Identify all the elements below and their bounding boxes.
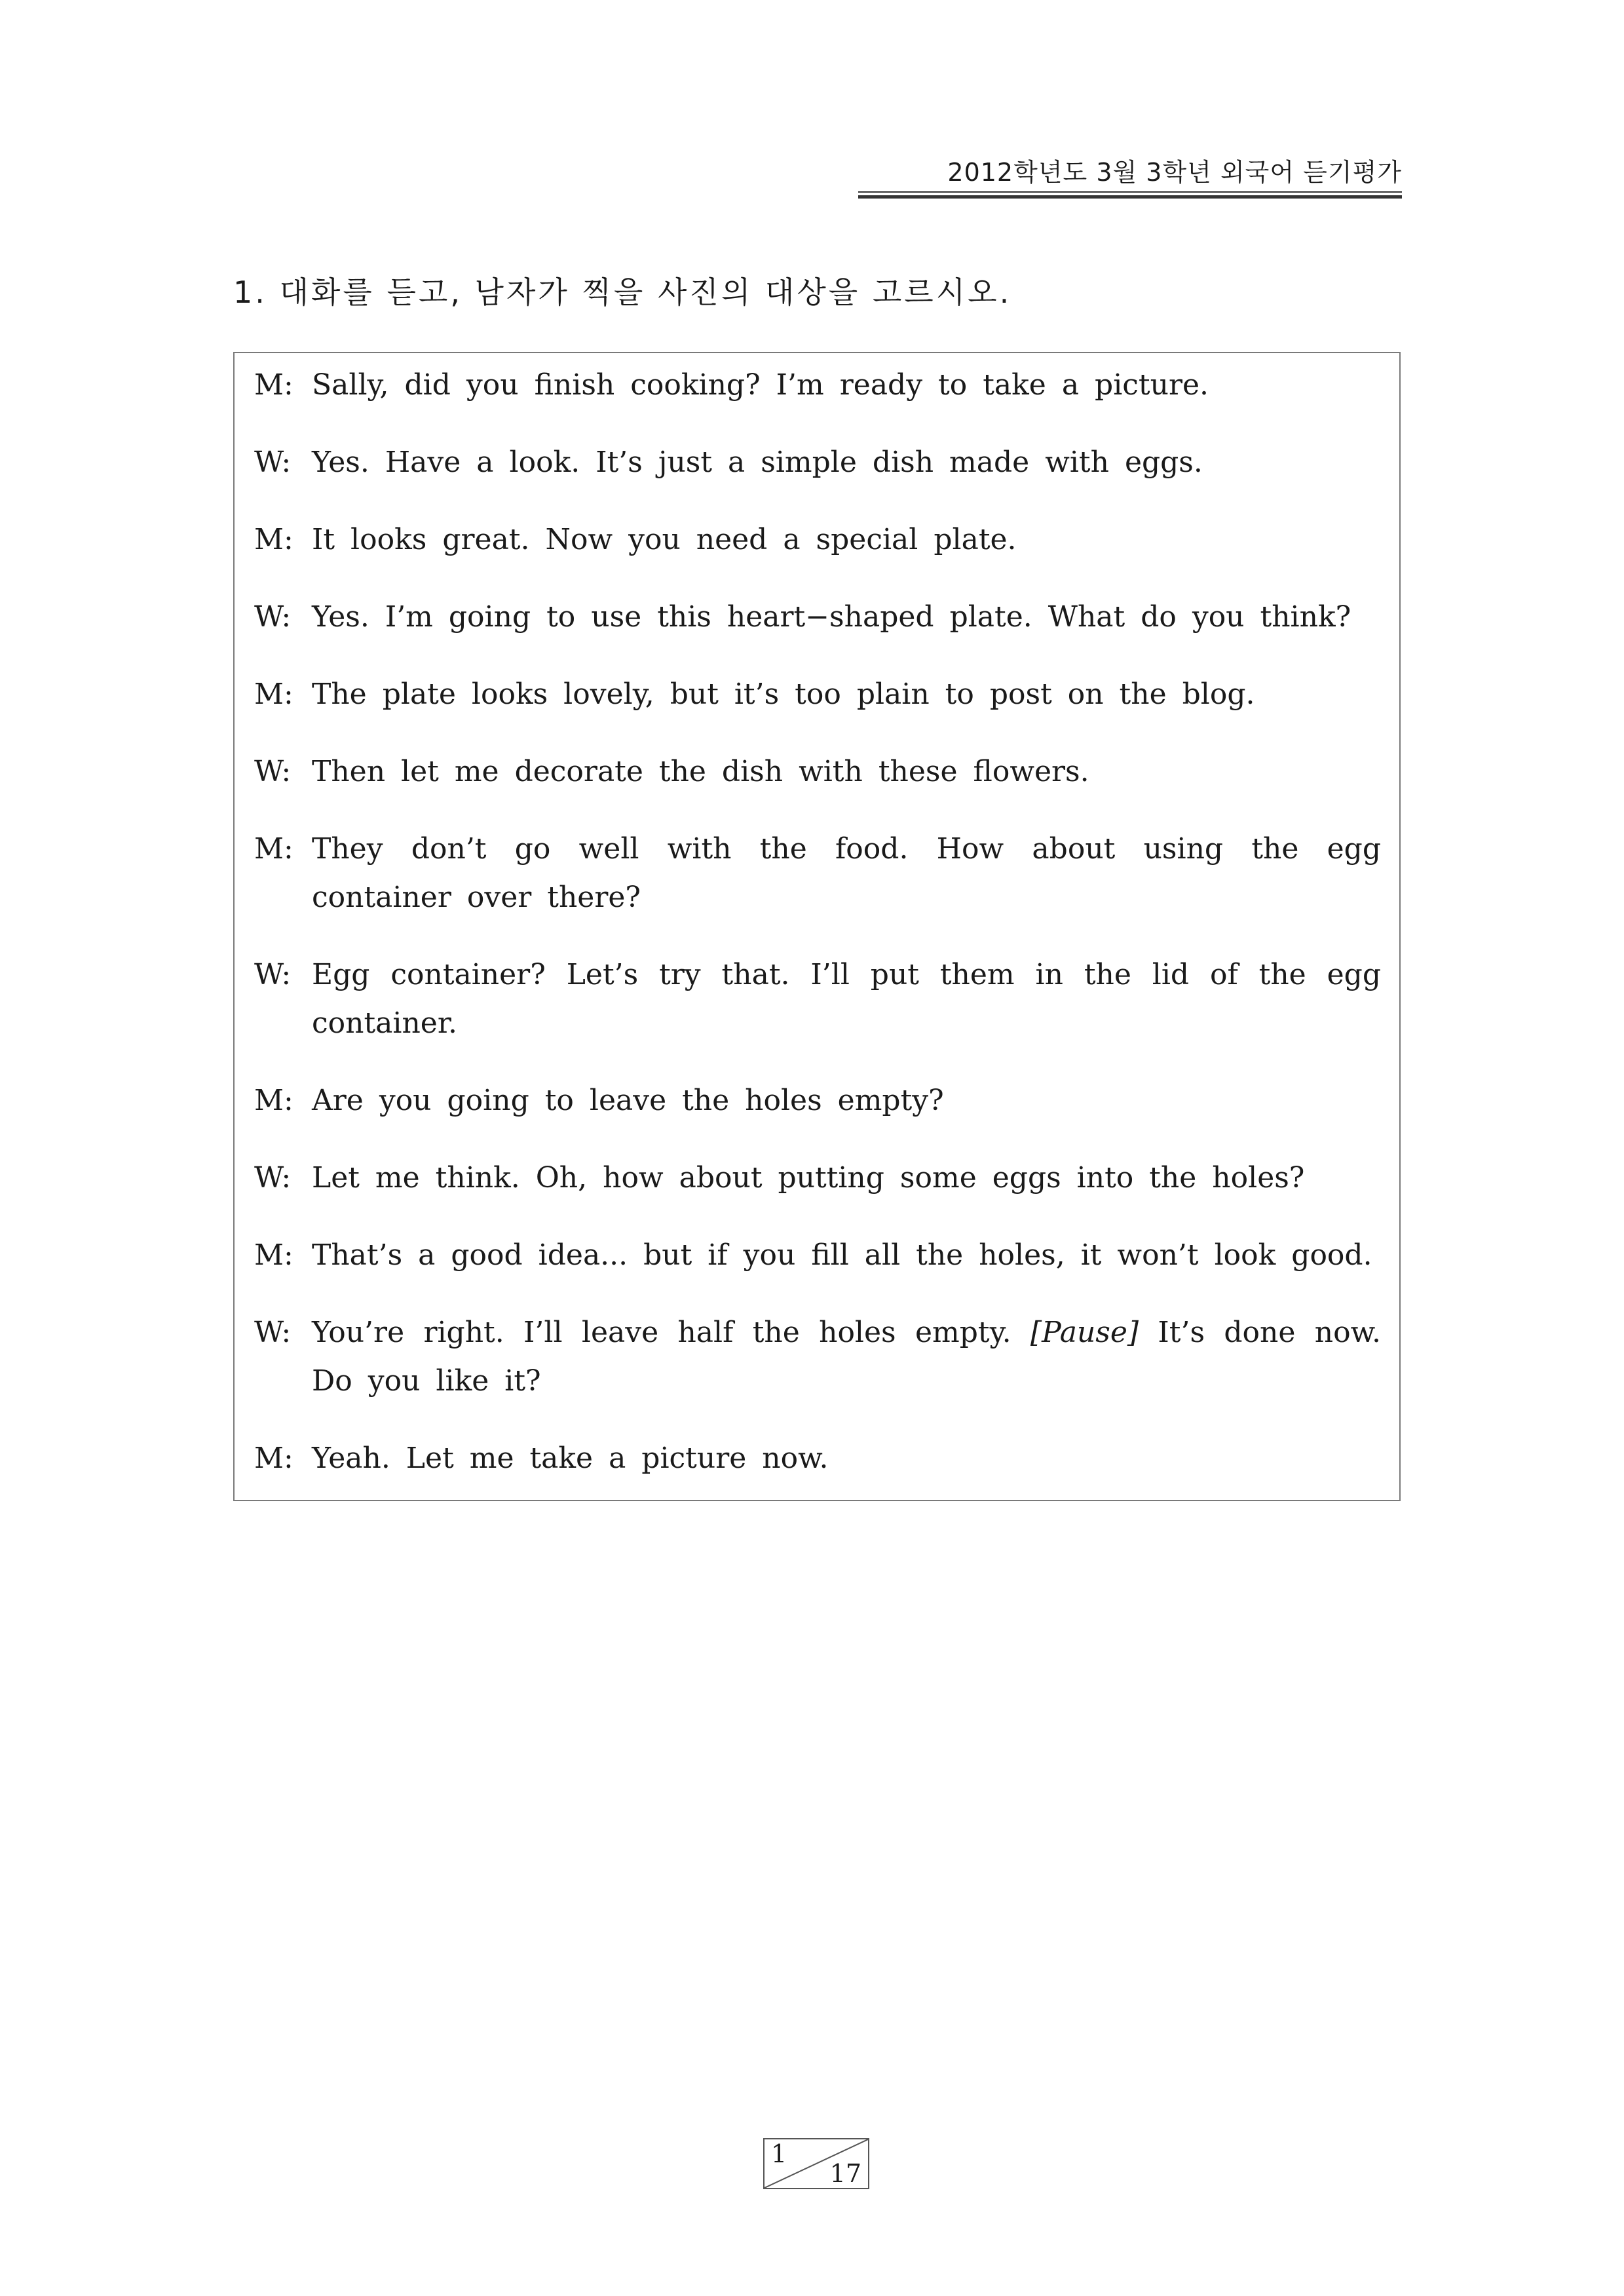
speaker-label: W: — [254, 446, 292, 479]
dialogue-line — [254, 1154, 1381, 1202]
speaker-label: M: — [254, 1238, 293, 1272]
dialogue-line — [254, 516, 1381, 564]
dialogue-line — [254, 1309, 1381, 1406]
page-total: 17 — [829, 2159, 861, 2188]
speaker-label: M: — [254, 368, 293, 402]
utterance: Then let me decorate the dish with these flowers. — [312, 755, 1089, 788]
speaker-label: W: — [254, 600, 292, 634]
pause-cue: [Pause] — [1030, 1316, 1139, 1349]
transcript-box — [233, 352, 1401, 1501]
utterance: They don’t go well with the food. How about using the egg container over there? — [312, 832, 1381, 914]
utterance: Yeah. Let me take a picture now. — [312, 1442, 829, 1475]
utterance: That’s a good idea... but if you fill all the holes, it won’t look good. — [312, 1238, 1372, 1272]
speaker-label: W: — [254, 1316, 292, 1349]
dialogue-line — [254, 593, 1381, 641]
header-rule — [858, 191, 1402, 193]
dialogue-line — [254, 670, 1381, 719]
utterance: The plate looks lovely, but it’s too plain to post on the blog. — [312, 678, 1255, 711]
utterance: Are you going to leave the holes empty? — [312, 1084, 944, 1117]
speaker-label: M: — [254, 678, 293, 711]
page-current: 1 — [771, 2139, 787, 2168]
speaker-label: M: — [254, 523, 293, 556]
dialogue-line — [254, 1434, 1381, 1483]
speaker-label: M: — [254, 1084, 293, 1117]
dialogue-line — [254, 1231, 1381, 1280]
utterance: It looks great. Now you need a special plate. — [312, 523, 1017, 556]
utterance: Let me think. Oh, how about putting some eggs into the holes? — [312, 1161, 1305, 1195]
dialogue-line — [254, 951, 1381, 1048]
utterance: Yes. Have a look. It’s just a simple dish made with eggs. — [312, 446, 1203, 479]
question-prompt: 1. 대화를 듣고, 남자가 찍을 사진의 대상을 고르시오. — [233, 275, 1012, 310]
utterance-part: You’re right. I’ll leave half the holes empty. — [312, 1316, 1011, 1349]
speaker-label: W: — [254, 958, 292, 991]
utterance: Sally, did you finish cooking? I’m ready to take a picture. — [312, 368, 1209, 402]
header-rule-thick — [858, 195, 1402, 199]
dialogue-line — [254, 361, 1381, 410]
utterance-part: It’s done now. Do you like it? — [312, 1316, 1381, 1398]
speaker-label: W: — [254, 755, 292, 788]
speaker-label: W: — [254, 1161, 292, 1195]
dialogue-line — [254, 748, 1381, 796]
page-number-box — [763, 2138, 869, 2189]
utterance: Yes. I’m going to use this heart−shaped plate. What do you think? — [312, 600, 1351, 634]
header-title: 2012학년도 3월 3학년 외국어 듣기평가 — [947, 158, 1402, 187]
utterance — [312, 1309, 1381, 1406]
speaker-label: M: — [254, 832, 293, 866]
speaker-label: M: — [254, 1442, 293, 1475]
dialogue-line — [254, 825, 1381, 922]
dialogue-line — [254, 1077, 1381, 1125]
utterance: Egg container? Let’s try that. I’ll put them in the lid of the egg container. — [312, 958, 1381, 1040]
dialogue-line — [254, 438, 1381, 487]
